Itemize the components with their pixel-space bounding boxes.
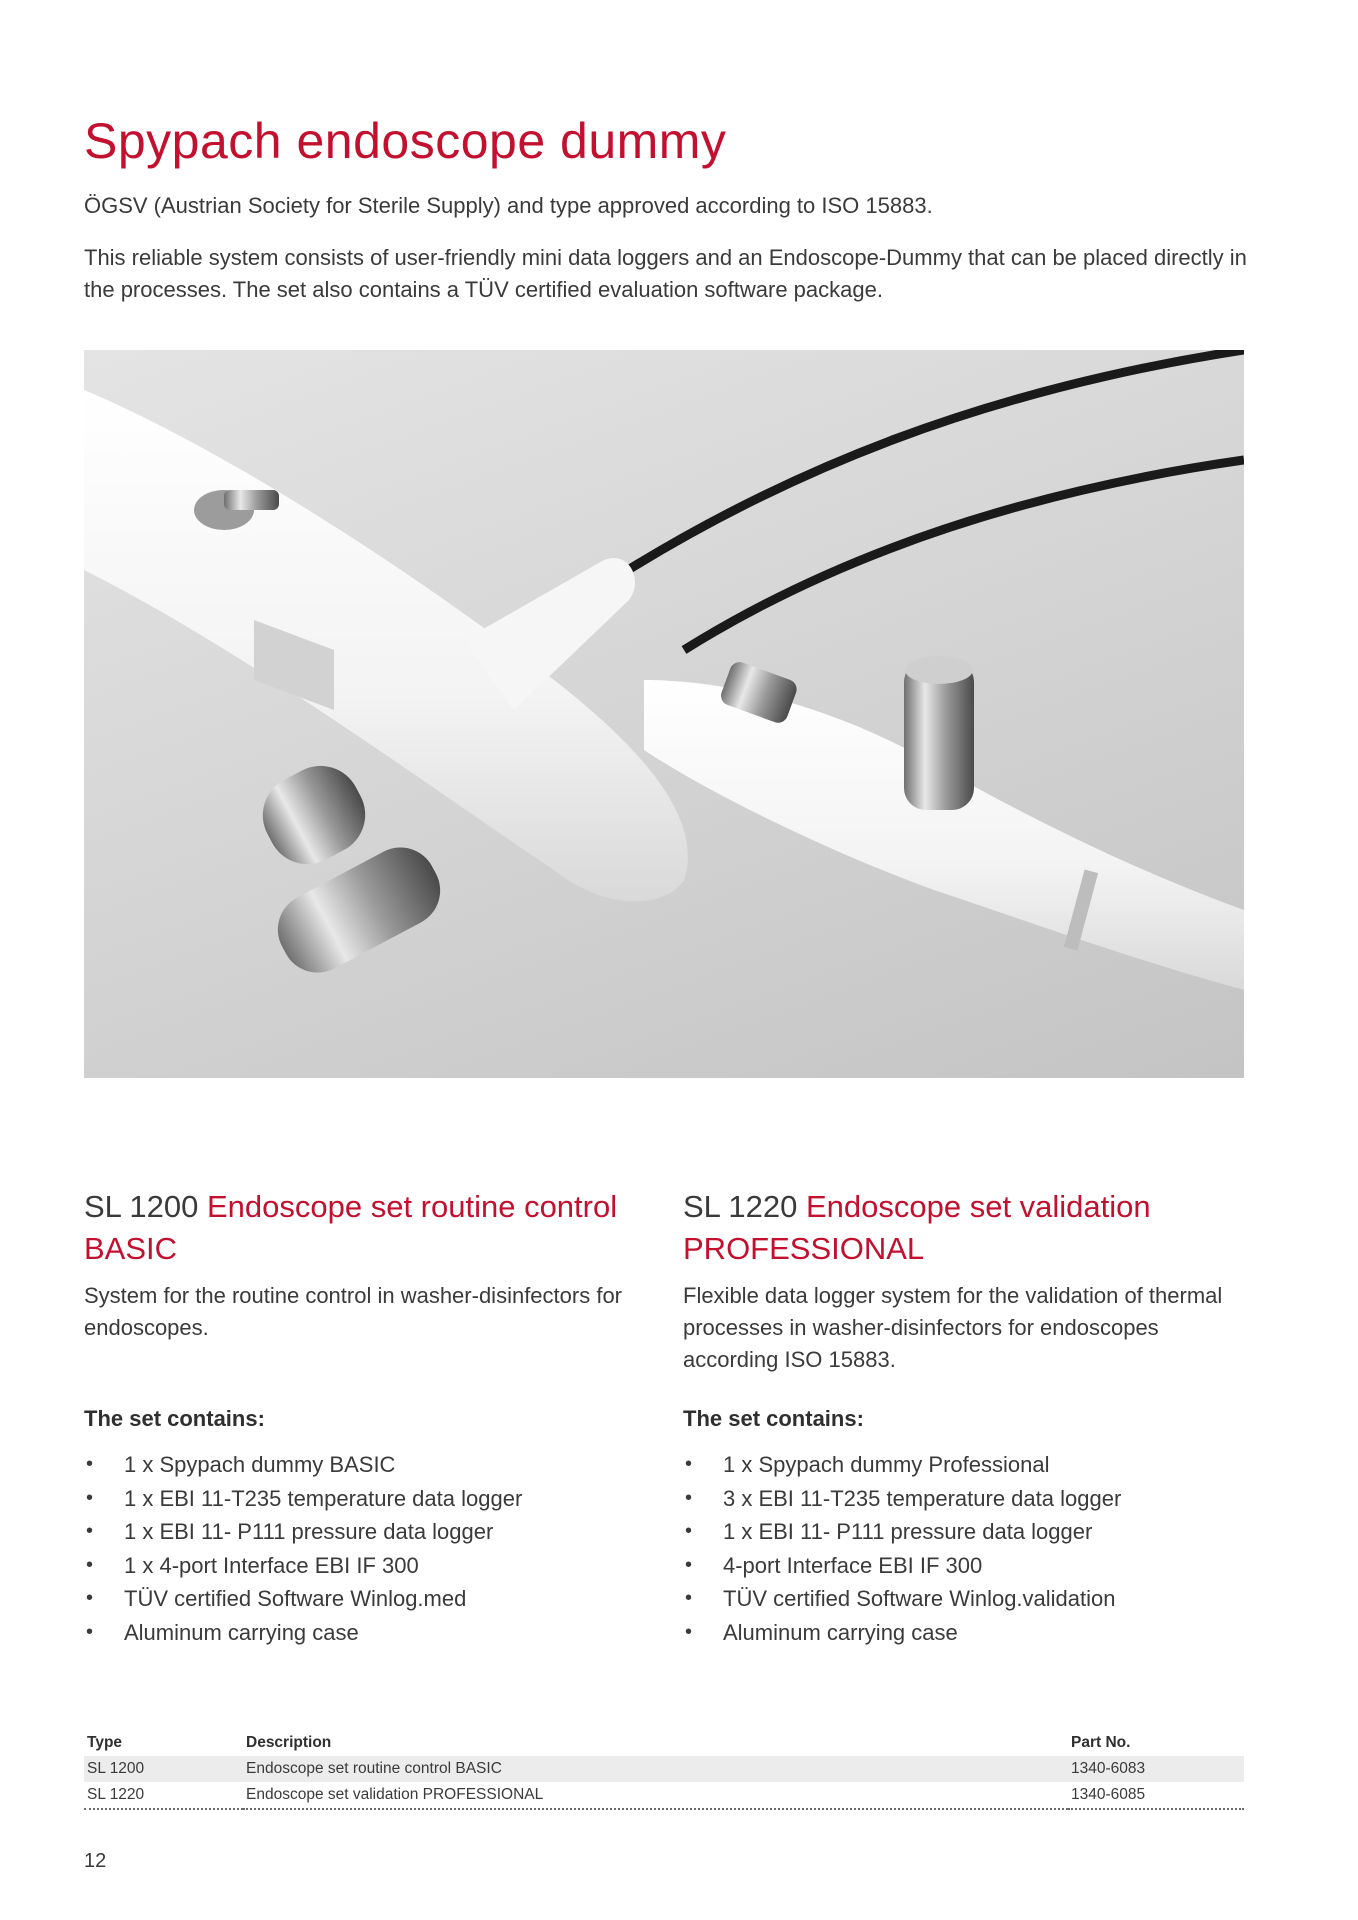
list-item: • 1 x Spypach dummy Professional: [683, 1448, 1243, 1482]
list-item: • 1 x 4-port Interface EBI IF 300: [84, 1549, 644, 1583]
set-basic-contents-list: [84, 1448, 644, 1649]
endoscope-dummy-image: [84, 350, 1244, 1078]
list-item: • Aluminum carrying case: [84, 1616, 644, 1650]
cell-type: SL 1200: [84, 1756, 243, 1782]
cell-description: Endoscope set routine control BASIC: [243, 1756, 1068, 1782]
set-basic-heading: [84, 1186, 644, 1270]
set-professional-section: [683, 1186, 1243, 1645]
list-item: • TÜV certified Software Winlog.validation: [683, 1582, 1243, 1616]
intro-description: This reliable system consists of user-friendly mini data loggers and an Endoscope-Dummy that can be placed directly in the processes. The set also contains a TÜV certified evaluation software package.: [84, 245, 1247, 302]
set-professional-description: Flexible data logger system for the validation of thermal processes in washer-disinfectors for endoscopes according ISO 15883.: [683, 1283, 1223, 1372]
set-basic-section: [84, 1186, 644, 1645]
cell-part-no: 1340-6085: [1068, 1782, 1244, 1809]
list-item: • TÜV certified Software Winlog.med: [84, 1582, 644, 1616]
table-row: [84, 1756, 1244, 1782]
parts-table: [84, 1730, 1244, 1810]
header-part-no: Part No.: [1071, 1734, 1131, 1751]
page-title: Spypach endoscope dummy: [84, 113, 727, 169]
list-item: • 1 x EBI 11-T235 temperature data logger: [84, 1482, 644, 1516]
set-professional-title: Endoscope set validation PROFESSIONAL: [683, 1189, 1151, 1266]
header-description: Description: [246, 1734, 332, 1751]
set-basic-contains-label: The set contains:: [84, 1406, 265, 1431]
set-professional-type: SL 1220: [683, 1189, 798, 1224]
page-number: 12: [84, 1850, 107, 1872]
product-photo: [84, 350, 1244, 1078]
cell-description: Endoscope set validation PROFESSIONAL: [243, 1782, 1068, 1809]
list-item: • Aluminum carrying case: [683, 1616, 1243, 1650]
intro-approval: ÖGSV (Austrian Society for Sterile Supply) and type approved according to ISO 15883.: [84, 193, 933, 218]
cell-type: SL 1220: [84, 1782, 243, 1809]
set-professional-contains-label: The set contains:: [683, 1406, 864, 1431]
table-row: [84, 1782, 1244, 1809]
set-basic-description: System for the routine control in washer-disinfectors for endoscopes.: [84, 1283, 623, 1340]
set-professional-contents-list: [683, 1448, 1243, 1649]
cell-part-no: 1340-6083: [1068, 1756, 1244, 1782]
list-item: • 1 x EBI 11- P111 pressure data logger: [683, 1515, 1243, 1549]
set-professional-heading: [683, 1186, 1243, 1270]
set-basic-title: Endoscope set routine control BASIC: [84, 1189, 618, 1266]
set-basic-type: SL 1200: [84, 1189, 199, 1224]
list-item: • 3 x EBI 11-T235 temperature data logger: [683, 1482, 1243, 1516]
list-item: • 1 x Spypach dummy BASIC: [84, 1448, 644, 1482]
table-header-row: [84, 1730, 1244, 1756]
list-item: • 1 x EBI 11- P111 pressure data logger: [84, 1515, 644, 1549]
header-type: Type: [87, 1734, 123, 1751]
list-item: • 4-port Interface EBI IF 300: [683, 1549, 1243, 1583]
